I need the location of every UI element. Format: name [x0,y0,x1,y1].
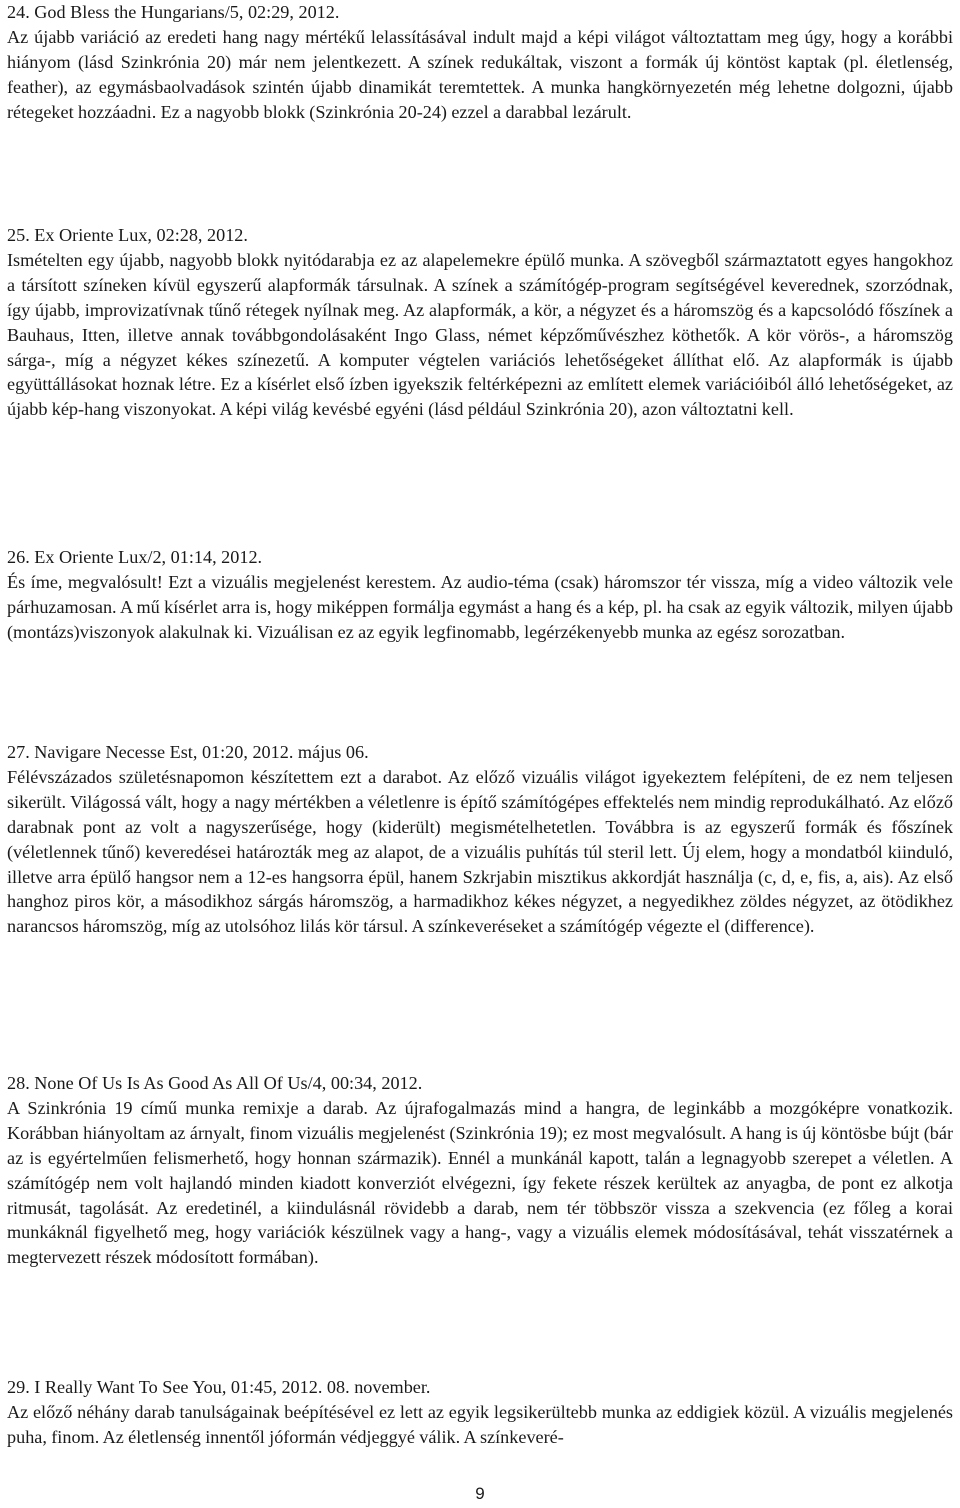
section-29 [7,1375,953,1450]
section-body: És íme, megvalósult! Ezt a vizuális megjelenést kerestem. Az audio-téma (csak) háromszor tér vissza, míg a video változik vele párhuzamosan. A mű kísérlet arra is, hogy miképpen formálja egymást a hang és a kép, pl. ha csak az egyik változik, milyen újabb (montázs)viszonyok alakulnak ki. Vizuálisan ez az egyik legfinomabb, legérzékenyebb munka az egész sorozatban. [7,571,953,642]
document-page [7,0,953,1508]
section-28 [7,1071,953,1270]
section-25 [7,223,953,422]
section-body: Az újabb variáció az eredeti hang nagy mértékű lelassításával indult majd a képi világot változtattam meg úgy, hogy a korábbi hiányom (lásd Szinkrónia 20) már nem jelentkezett. A színek redukáltak, viszont a formák új köntöst kaptak (pl. életlenség, feather), az egymásbaolvadások szintén újabb dinamikát teremtettek. A munka hangkörnyezetén még lehetne dolgozni, újabb rétegeket hozzáadni. Ez a nagyobb blokk (Szinkrónia 20-24) ezzel a darabbal lezárult. [7,26,953,122]
section-body: Ismételten egy újabb, nagyobb blokk nyitódarabja ez az alapelemekre épülő munka. A szövegből származtatott egyes hangokhoz a társított színeken kívül egyszerű alapformák társulnak. A színek a számítógép-program segítségével keverednek, szorzódnak, így újabb, improvizatívnak tűnő rétegek nyílnak meg. Az alapformák, a kör, a négyzet és a háromszög és a kapcsolódó főszínek a Bauhaus, Itten, illetve annak továbbgondolásaként Ingo Glass, német képzőművészhez köthetők. A kör vörös-, a háromszög sárga-, míg a négyzet kékes színezetű. A komputer végtelen variációs lehetőségeket állíthat elő. Az alapformák is újabb együttállásokat hoznak létre. Ez a kísérlet első ízben igyekszik feltérképezni az említett elemek variációiból álló lehetőségeket, az újabb kép-hang viszonyokat. A képi világ kevésbé egyéni (lásd például Szinkrónia 20), azon változtatni kell. [7,249,953,420]
section-26 [7,545,953,645]
section-title: 27. Navigare Necesse Est, 01:20, 2012. május 06. [7,742,369,762]
section-body: A Szinkrónia 19 című munka remixje a darab. Az újrafogalmazás mind a hangra, de leginkább a mozgóképre vonatkozik. Korábban hiányoltam az árnyalt, finom vizuális megjelenést (Szinkrónia 19); ez most megvalósult. A hang is új köntösbe bújt (bár az is egyértelműen felismerhető, hogy honnan származik). Ennél a munkánál kapott, talán a legnagyobb szerepet a véletlen. A számítógép nem volt hajlandó minden kiadott konverziót elvégezni, így fekete részek kerültek az anyagba, de pont ez alkotja ritmusát, tagolását. Az eredetinél, a kiindulásnál rövidebb a darab, nem tér többször vissza a szekvencia (ez főleg a korai munkáknál figyelhető meg, hogy variációk készülnek vagy a hang-, vagy a vizuális elemek módosításával, tehát visszatérnek a megtervezett részek módosított formában). [7,1097,953,1268]
section-title: 25. Ex Oriente Lux, 02:28, 2012. [7,225,248,245]
section-body: Az előző néhány darab tanulságainak beépítésével ez lett az egyik legsikerültebb munka az eddigiek közül. A vizuális megjelenés puha, finom. Az életlenség innentől jóformán védjeggyé válik. A színkeveré- [7,1401,953,1447]
section-27 [7,740,953,939]
section-title: 26. Ex Oriente Lux/2, 01:14, 2012. [7,547,263,567]
page-number: 9 [475,1484,485,1503]
section-body: Félévszázados születésnapomon készítettem ezt a darabot. Az előző vizuális világot igyekeztem felépíteni, de ez nem teljesen sikerült. Világossá vált, hogy a nagy mértékben a véletlenre is építő számítógépes effektelés nem mindig reprodukálható. Az előző darabnak pont az volt a nagyszerűsége, hogy (kiderült) megismételhetetlen. Továbbra is az egyszerű formák és főszínek (véletlennek tűnő) keveredései határozták meg az alapot, de a vizuális puhítás túl steril lett. Új elem, hogy a mondatból kiinduló, illetve arra épülő hangsor nem a 12-es hangsorra épül, hanem Szkrjabin misztikus akkordját használja (c, d, e, fis, a, ais). Az első hanghoz piros kör, a másodikhoz sárgás háromszög, a harmadikhoz kékes négyzet, a negyedikhez zöldes négyzet, az ötödikhez narancsos háromszög, míg az utolsóhoz lilás kör társul. A színkeveréseket a számítógép végezte el (difference). [7,766,953,937]
section-title: 28. None Of Us Is As Good As All Of Us/4, 00:34, 2012. [7,1073,423,1093]
section-title: 24. God Bless the Hungarians/5, 02:29, 2012. [7,2,340,22]
section-24 [7,0,953,125]
section-title: 29. I Really Want To See You, 01:45, 2012. 08. november. [7,1377,431,1397]
